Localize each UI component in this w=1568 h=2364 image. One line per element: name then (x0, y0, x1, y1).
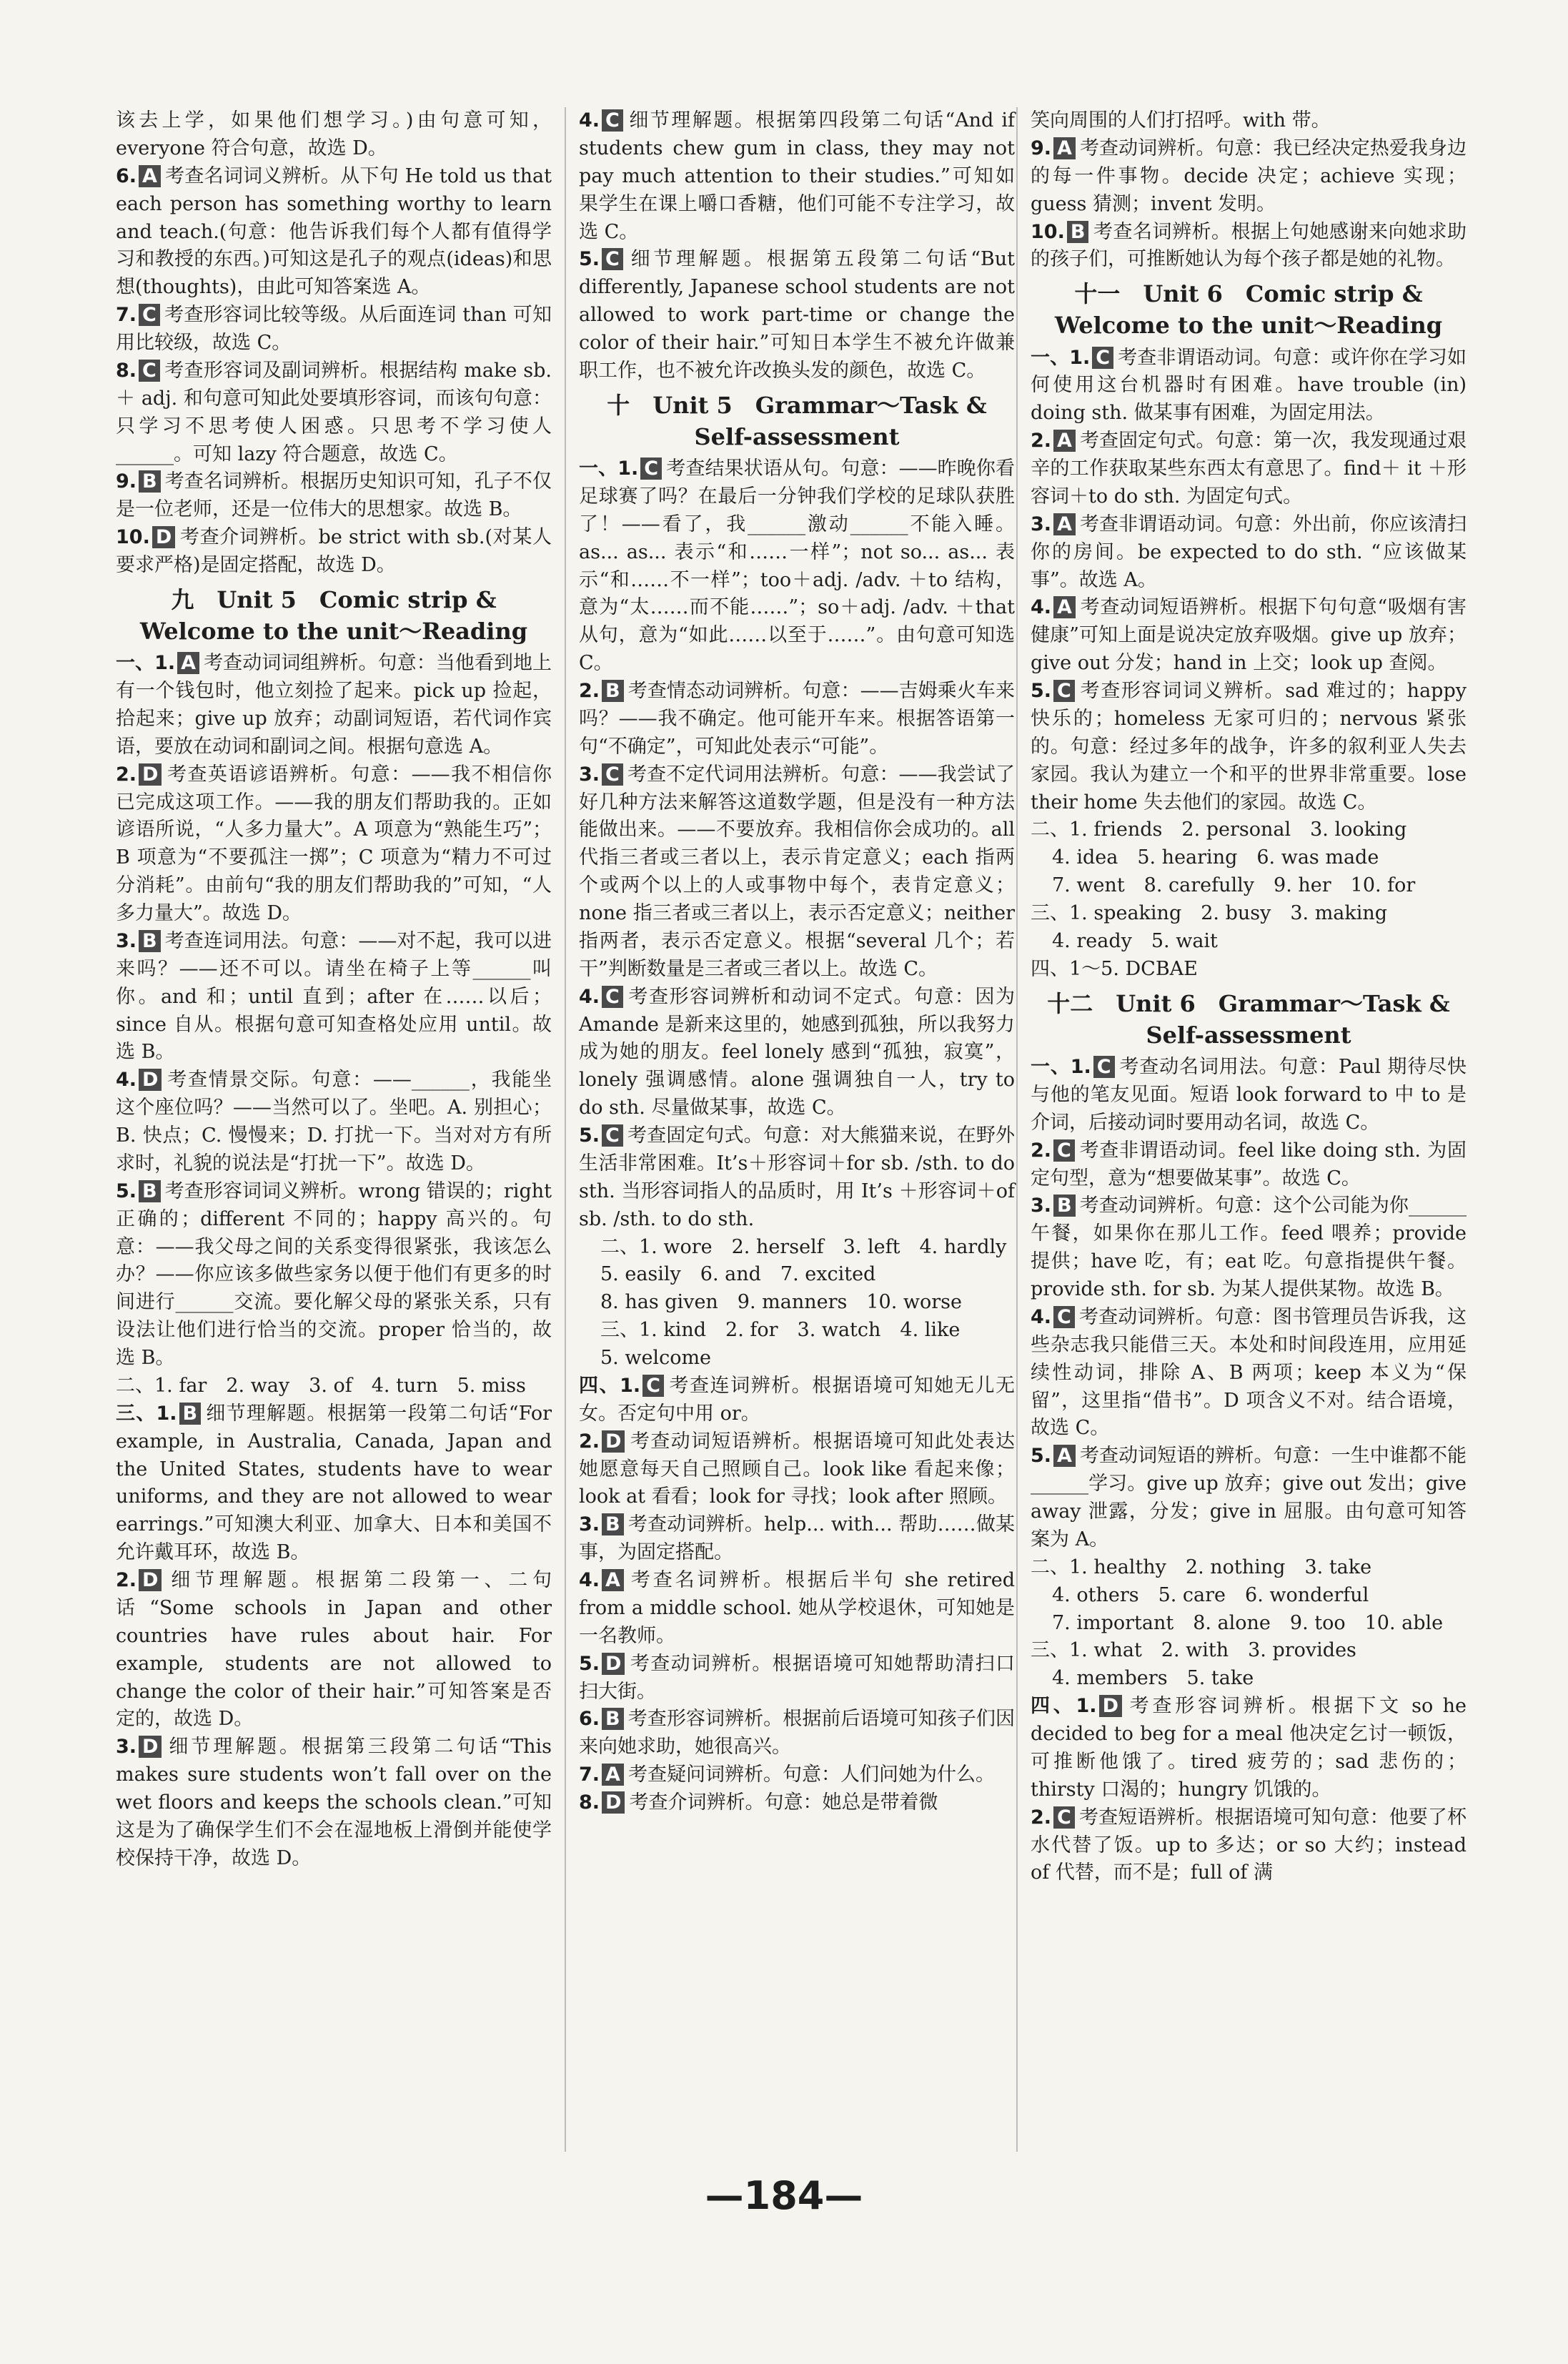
answer-item (579, 107, 1015, 246)
answer-item (116, 1734, 552, 1872)
question-number: 7. (116, 304, 137, 327)
explanation-text: 考查固定句式。句意：对大熊猫来说，在野外生活非常困难。It’s＋形容词＋for sb. /sth. to do sth. 当形容词指人的品质时，用 It’s ＋形容词＋of sb. /sth. to do sth. (579, 1124, 1015, 1230)
explanation-text: 考查形容词辨析。根据下文 so he decided to beg for a meal 他决定乞讨一顿饭，可推断他饿了。tired 疲劳的；sad 悲伤的；thirsty 口渴的；hungry 饥饿的。 (1031, 1695, 1467, 1801)
answer-item (579, 1373, 1015, 1428)
answer-letter: D (602, 1430, 625, 1453)
answer-item (579, 1761, 1015, 1789)
explanation-text: 考查名词辨析。根据历史知识可知，孔子不仅是一位老师，还是一位伟大的思想家。故选 B。 (116, 470, 552, 521)
answer-letter: C (602, 248, 623, 270)
answer-letter: C (1053, 1306, 1075, 1328)
question-number: 一、1. (1031, 1056, 1091, 1078)
question-number: 2. (579, 1430, 600, 1453)
answer-letter: A (602, 1764, 624, 1786)
answer-item (116, 650, 552, 761)
explanation-text: 考查非谓语动词。句意：外出前，你应该清扫你的房间。be expected to do sth. “应该做某事”。故选 A。 (1031, 513, 1467, 591)
answer-item (579, 761, 1015, 984)
answer-item (579, 455, 1015, 678)
question-number: 2. (1031, 430, 1052, 452)
explanation-text: 细节理解题。根据第二段第一、二句话“Some schools in Japan and other countries have rules about hair. For example, students are not allowed to change the color of their hair.”可知答案是否定的，故选 D。 (116, 1569, 552, 1731)
answer-letter: B (602, 1513, 624, 1535)
question-number: 2. (1031, 1139, 1052, 1162)
section-heading: 十 Unit 5 Grammar～Task & Self-assessment (607, 391, 987, 450)
explanation-text: 考查动词辨析。句意：图书管理员告诉我，这些杂志我只能借三天。本处和时间段连用，应用延续性动词，排除 A、B 两项；keep 本义为“保留”，这里指“借书”。D 项含义不对。结合语境，故选 C。 (1031, 1305, 1467, 1440)
answer-line: 三、1. kind 2. for 3. watch 4. like (600, 1319, 961, 1342)
answer-letter: C (602, 1124, 623, 1147)
answer-letter: C (1053, 1806, 1075, 1829)
answer-item (116, 928, 552, 1067)
answer-line: 二、1. far 2. way 3. of 4. turn 5. miss (116, 1374, 526, 1397)
answer-line: 5. easily 6. and 7. excited (600, 1263, 876, 1286)
explanation-text: 考查介词辨析。句意：她总是带着微 (629, 1791, 938, 1814)
answer-line: 二、1. wore 2. herself 3. left 4. hardly (600, 1235, 1007, 1258)
answer-letter: D (139, 1069, 162, 1091)
answer-letter: C (1092, 347, 1113, 369)
question-number: 3. (579, 1513, 600, 1536)
explanation-text: 考查动词词组辨析。句意：当他看到地上有一个钱包时，他立刻捡了起来。pick up 捡起，拾起来；give up 放弃；动副词短语，若代词作宾语，要放在动词和副词之间。根据句意选 A。 (116, 652, 552, 758)
answer-item (1031, 135, 1467, 219)
question-number: 2. (116, 763, 137, 786)
column-right (1031, 107, 1467, 1887)
answer-item (579, 1122, 1015, 1234)
answer-letter: A (1053, 1445, 1076, 1467)
answer-item (1031, 1804, 1467, 1888)
answer-letter: B (139, 470, 161, 493)
answer-item (116, 1567, 552, 1734)
answer-item (116, 302, 552, 357)
question-number: 四、1. (1031, 1695, 1097, 1718)
question-number: 三、1. (116, 1402, 177, 1425)
answer-item (1031, 219, 1467, 275)
answer-line: 5. welcome (600, 1347, 712, 1370)
answer-letter: B (179, 1403, 202, 1425)
explanation-text: 考查非谓语动词。句意：或许你在学习如何使用这台机器时有困难。have trouble (in) doing sth. 做某事有困难，为固定用法。 (1031, 346, 1467, 425)
answer-item (579, 1706, 1015, 1761)
answer-letter: B (139, 1180, 161, 1202)
answer-line: 4. others 5. care 6. wonderful (1052, 1583, 1369, 1606)
answer-line: 三、1. speaking 2. busy 3. making (1031, 902, 1388, 925)
answer-item (116, 524, 552, 580)
explanation-text: 考查名词辨析。根据上句她感谢来向她求助的孩子们，可推断她认为每个孩子都是她的礼物。 (1031, 220, 1467, 271)
explanation-text: 考查形容词辨析。根据前后语境可知孩子们因来向她求助，她很高兴。 (579, 1708, 1015, 1759)
answer-letter: C (139, 304, 160, 326)
explanation-text: 考查动名词用法。句意：Paul 期待尽快与他的笔友见面。短语 look forward to 中 to 是介词，后接动词时要用动名词，故选 C。 (1031, 1056, 1467, 1134)
section-heading: 十一 Unit 6 Comic strip & Welcome to the unit～Reading (1054, 280, 1443, 340)
answer-letter: C (602, 109, 623, 132)
explanation-text: 细节理解题。根据第一段第二句话“For example, in Australia, Canada, Japan and the United States, students have to wear uniforms, and they are not allowed to wear earrings.”可知澳大利亚、加拿大、日本和美国不允许戴耳环，故选 B。 (116, 1402, 552, 1564)
column-divider (1016, 107, 1018, 2152)
answer-letter: B (139, 930, 161, 952)
answer-line: 四、1～5. DCBAE (1031, 957, 1198, 980)
explanation-text: 考查动词辨析。根据语境可知她帮助清扫口扫大街。 (579, 1652, 1015, 1703)
column-middle (579, 107, 1015, 1817)
question-number: 一、1. (116, 652, 176, 675)
answer-letter: D (602, 1791, 625, 1814)
question-number: 3. (1031, 1195, 1052, 1217)
answer-item (1031, 511, 1467, 595)
explanation-text: 细节理解题。根据第五段第二句话“But differently, Japanese school students are not allowed to work part-time or change the color of their hair.”可知日本学生不被允许做兼职工作，也不被允许改换头发的颜色，故选 C。 (579, 248, 1015, 382)
answer-item (579, 246, 1015, 385)
answer-item (116, 163, 552, 302)
question-number: 5. (579, 1652, 600, 1675)
answer-item (1031, 1443, 1467, 1554)
answer-item (116, 357, 552, 469)
question-number: 3. (116, 929, 137, 952)
question-number: 4. (1031, 596, 1052, 619)
explanation-text: 考查动词辨析。句意：我已经决定热爱我身边的每一件事物。decide 决定；achieve 实现；guess 猜测；invent 发明。 (1031, 137, 1467, 215)
question-number: 5. (1031, 680, 1052, 703)
page-number: —184— (705, 2173, 863, 2218)
question-number: 2. (579, 680, 600, 703)
explanation-text: 考查动词短语的辨析。句意：一生中谁都不能______学习。give up 放弃；give out 发出；give away 泄露，分发；give in 屈服。由句意可知答案为 A。 (1031, 1445, 1467, 1551)
question-number: 4. (1031, 1305, 1052, 1328)
explanation-text: 考查动词短语辨析。根据语境可知此处表达她愿意每天自己照顾自己。look like 看起来像；look at 看看；look for 寻找；look after 照顾。 (579, 1430, 1015, 1508)
explanation-text: 考查介词辨析。be strict with sb.(对某人要求严格)是固定搭配，故选 D。 (116, 526, 552, 576)
answer-letter: A (1053, 137, 1076, 159)
answer-letter: C (602, 763, 623, 786)
answer-line: 4. members 5. take (1052, 1667, 1254, 1690)
explanation-text: 考查名词词义辨析。从下句 He told us that each person has something worthy to learn and teach.(句意：他告诉我们每个人都有值得学习和教授的东西。)可知这是孔子的观点(ideas)和思想(thoughts)，由此可知答案选 A。 (116, 164, 552, 299)
question-number: 6. (579, 1708, 600, 1731)
question-number: 10. (1031, 220, 1065, 243)
answer-item (579, 1567, 1015, 1651)
answer-item (116, 1067, 552, 1178)
answer-item (1031, 1054, 1467, 1137)
question-number: 4. (579, 1569, 600, 1592)
answer-letter: A (1053, 430, 1076, 452)
answer-item (1031, 1693, 1467, 1804)
column-left (116, 107, 552, 1873)
answer-line: 笑向周围的人们打招呼。with 带。 (1031, 109, 1331, 132)
answer-line: 二、1. healthy 2. nothing 3. take (1031, 1556, 1372, 1578)
answer-item (1031, 594, 1467, 678)
answer-letter: C (1053, 1139, 1075, 1162)
question-number: 10. (116, 526, 150, 549)
question-number: 3. (1031, 513, 1052, 535)
explanation-text: 考查动词短语辨析。根据下句句意“吸烟有害健康”可知上面是说决定放弃吸烟。give up 放弃；give out 分发；hand in 上交；look up 查阅。 (1031, 596, 1467, 675)
answer-item (1031, 427, 1467, 511)
answer-letter: A (1053, 513, 1076, 535)
answer-letter: B (1053, 1195, 1076, 1217)
explanation-text: 考查不定代词用法辨析。句意：——我尝试了好几种方法来解答这道数学题，但是没有一种方法能做出来。——不要放弃。我相信你会成功的。all 代指三者或三者以上，表示肯定意义；each 指两个或两个以上的人或事物中每个，表肯定意义；none 指三者或三者以上，表示否定意义；neither 指两者，表示否定意义。根据“several 几个；若干”判断数量是三者或三者以上。故选 C。 (579, 763, 1015, 980)
question-number: 2. (1031, 1806, 1052, 1829)
question-number: 5. (1031, 1445, 1052, 1468)
explanation-text: 考查非谓语动词。feel like doing sth. 为固定句型，意为“想要做某事”。故选 C。 (1031, 1139, 1467, 1190)
answer-line: 4. idea 5. hearing 6. was made (1052, 846, 1379, 869)
section-heading: 九 Unit 5 Comic strip & Welcome to the unit～Reading (139, 585, 528, 646)
answer-letter: D (1099, 1695, 1122, 1717)
answer-letter: C (640, 458, 662, 480)
answer-item (579, 1511, 1015, 1567)
question-number: 6. (116, 164, 137, 187)
explanation-text: 考查疑问词辨析。句意：人们问她为什么。 (627, 1764, 995, 1786)
answer-line: 二、1. friends 2. personal 3. looking (1031, 819, 1407, 841)
explanation-text: 细节理解题。根据第四段第二句话“And if students chew gum in class, they may not pay much attention to their studies.”可知如果学生在课上嚼口香糖，他们可能不专注学习，故选 C。 (579, 109, 1015, 243)
question-number: 5. (579, 248, 600, 271)
explanation-text: 考查形容词词义辨析。wrong 错误的；right 正确的；different 不同的；happy 高兴的。句意：——我父母之间的关系变得很紧张，我该怎么办？——你应该多做些家务以便于他们有更多的时间进行______交流。要化解父母的紧张关系，只有设法让他们进行恰当的交流。proper 恰当的，故选 B。 (116, 1179, 552, 1370)
question-number: 8. (579, 1791, 600, 1814)
answer-line: 7. went 8. carefully 9. her 10. for (1052, 874, 1416, 897)
answer-item (579, 678, 1015, 761)
answer-letter: C (1053, 680, 1075, 702)
answer-letter: D (139, 1736, 162, 1758)
explanation-text: 考查短语辨析。根据语境可知句意：他要了杯水代替了饭。up to 多达；or so 大约；instead of 代替，而不是；full of 满 (1031, 1806, 1467, 1884)
answer-letter: C (602, 986, 623, 1008)
answer-letter: B (602, 1708, 624, 1730)
answer-letter: D (152, 526, 175, 548)
answer-item (579, 1789, 1015, 1817)
answer-letter: D (139, 763, 162, 786)
question-number: 9. (1031, 137, 1052, 159)
answer-item (1031, 1192, 1467, 1304)
explanation-text: 考查结果状语从句。句意：——昨晚你看足球赛了吗？在最后一分钟我们学校的足球队获胜了！——看了，我______激动______不能入睡。as... as... 表示“和……一样”；not so... as... 表示“和……不一样”；too＋adj. /adv. ＋to 结构，意为“太……而不能……”；so＋adj. /adv. ＋that 从句，意为“如此……以至于……”。由句意可知选 C。 (579, 458, 1016, 675)
question-number: 4. (579, 985, 600, 1008)
question-number: 3. (116, 1736, 137, 1759)
explanation-text: 考查情态动词辨析。句意：——吉姆乘火车来吗？——我不确定。他可能开车来。根据答语第一句“不确定”，可知此处表示“可能”。 (579, 680, 1015, 758)
answer-line: 8. has given 9. manners 10. worse (600, 1291, 962, 1314)
question-number: 9. (116, 470, 137, 493)
explanation-text: 考查英语谚语辨析。句意：——我不相信你已完成这项工作。——我的朋友们帮助我的。正如谚语所说，“人多力量大”。A 项意为“熟能生巧”；B 项意为“不要孤注一掷”；C 项意为“精力不可过分消耗”。由前句“我的朋友们帮助我的”可知，“人多力量大”。故选 D。 (116, 763, 552, 925)
question-number: 7. (579, 1764, 600, 1786)
answer-item (579, 984, 1015, 1122)
explanation-text: 考查动词辨析。help... with... 帮助……做某事，为固定搭配。 (579, 1513, 1015, 1564)
answer-item (116, 761, 552, 928)
answer-letter: A (602, 1569, 624, 1591)
answer-line: 7. important 8. alone 9. too 10. able (1052, 1611, 1444, 1634)
explanation-text: 考查形容词及副词辨析。根据结构 make sb. ＋ adj. 和句意可知此处要填形容词，而该句句意：只学习不思考使人困惑。只思考不学习使人______。可知 lazy 符合题意，故选 C。 (116, 359, 552, 465)
answer-letter: C (642, 1375, 664, 1397)
question-number: 4. (579, 109, 600, 132)
answer-item (1031, 345, 1467, 428)
explanation-text: 考查形容词比较等级。从后面连词 than 可知用比较级，故选 C。 (116, 304, 552, 354)
answer-item (116, 1400, 552, 1567)
explanation-text: 考查固定句式。句意：第一次，我发现通过艰辛的工作获取某些东西太有意思了。find＋ it ＋形容词＋to do sth. 为固定句式。 (1031, 430, 1467, 508)
answer-letter: D (139, 1569, 162, 1591)
answer-item (1031, 1137, 1467, 1193)
answer-letter: A (1053, 596, 1076, 618)
question-number: 3. (579, 763, 600, 786)
explanation-text: 考查名词辨析。根据后半句 she retired from a middle school. 她从学校退休，可知她是一名教师。 (579, 1569, 1015, 1647)
answer-letter: C (139, 360, 160, 382)
answer-letter: A (139, 165, 161, 187)
answer-letter: B (602, 680, 624, 702)
question-number: 一、1. (1031, 346, 1091, 369)
section-heading: 十二 Unit 6 Grammar～Task & Self-assessment (1047, 989, 1450, 1049)
answer-item (579, 1428, 1015, 1512)
answer-line: 三、1. what 2. with 3. provides (1031, 1639, 1356, 1662)
answer-item (1031, 1304, 1467, 1443)
answer-line: 该去上学，如果他们想学习。)由句意可知，everyone 符合句意，故选 D。 (116, 109, 552, 159)
question-number: 四、1. (579, 1374, 641, 1397)
answer-item (579, 1651, 1015, 1706)
column-divider (565, 107, 566, 2152)
answer-letter: B (1067, 221, 1089, 243)
question-number: 5. (116, 1179, 137, 1202)
explanation-text: 考查情景交际。句意：——______，我能坐这个座位吗？——当然可以了。坐吧。A. 别担心；B. 快点；C. 慢慢来；D. 打扰一下。当对对方有所求时，礼貌的说法是“打扰一下”。故选 D。 (116, 1069, 552, 1174)
question-number: 一、1. (579, 458, 639, 480)
answer-letter: D (602, 1653, 625, 1675)
answer-letter: C (1093, 1056, 1115, 1078)
question-number: 4. (116, 1069, 137, 1092)
explanation-text: 细节理解题。根据第三段第二句话“This makes sure students won’t fall over on the wet floors and keeps the schools clean.”可知这是为了确保学生们不会在湿地板上滑倒并能使学校保持干净，故选 D。 (116, 1736, 552, 1869)
answer-item (116, 468, 552, 524)
answer-letter: A (177, 652, 199, 674)
explanation-text: 考查形容词词义辨析。sad 难过的；happy 快乐的；homeless 无家可归的；nervous 紧张的。句意：经过多年的战争，许多的叙利亚人失去家园。我认为建立一个和平的世界非常重要。lose their home 失去他们的家园。故选 C。 (1031, 680, 1467, 813)
answer-item (116, 1178, 552, 1373)
explanation-text: 考查连词用法。句意：——对不起，我可以进来吗？——还不可以。请坐在椅子上等______叫你。and 和；until 直到；after 在……以后；since 自从。根据句意可知查格处应用 until。故选 B。 (116, 929, 552, 1064)
question-number: 8. (116, 359, 137, 382)
explanation-text: 考查连词辨析。根据语境可知她无儿无女。否定句中用 or。 (579, 1374, 1015, 1425)
explanation-text: 考查形容词辨析和动词不定式。句意：因为 Amande 是新来这里的，她感到孤独，所以我努力成为她的朋友。feel lonely 感到“孤独，寂寞”，lonely 强调感情。alone 强调独自一人，try to do sth. 尽量做某事，故选 C。 (579, 985, 1015, 1119)
answer-line: 4. ready 5. wait (1052, 929, 1218, 952)
explanation-text: 考查动词辨析。句意：这个公司能为你______午餐，如果你在那儿工作。feed 喂养；provide 提供；have 吃，有；eat 吃。句意指提供午餐。provide sth. for sb. 为某人提供某物。故选 B。 (1031, 1195, 1467, 1300)
question-number: 5. (579, 1124, 600, 1147)
answer-item (1031, 678, 1467, 816)
question-number: 2. (116, 1569, 137, 1592)
